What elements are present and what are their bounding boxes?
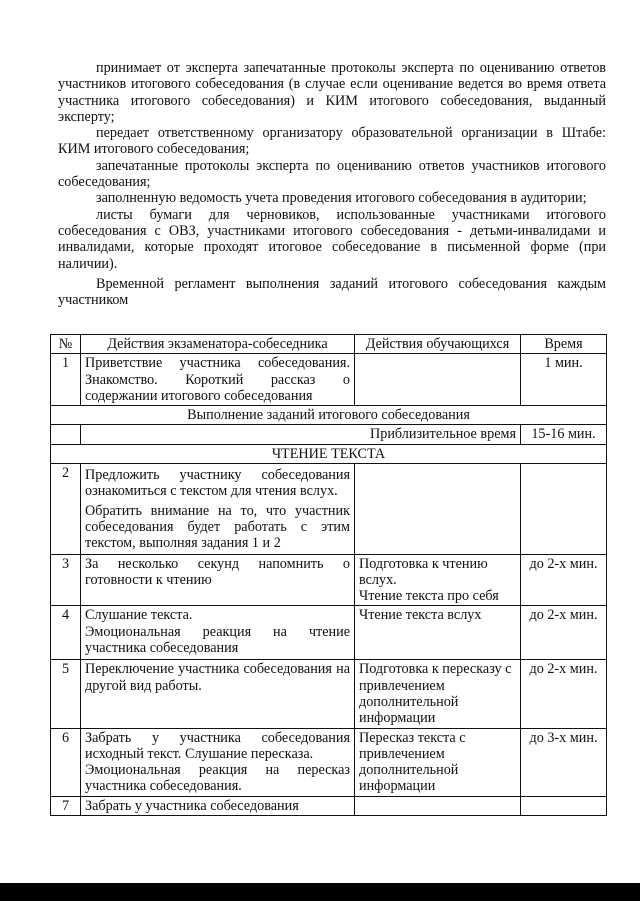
row-num: 1	[51, 354, 81, 406]
paragraph-2: передает ответственному организатору образовательной организации в Штабе: КИМ итогового собеседования;	[58, 125, 606, 158]
student-action	[355, 796, 521, 815]
examiner-action-line: Предложить участнику собеседования ознакомиться с текстом для чтения вслух.	[85, 467, 350, 500]
examiner-action	[81, 606, 355, 660]
row-num: 4	[51, 606, 81, 660]
reading-title: ЧТЕНИЕ ТЕКСТА	[51, 444, 607, 463]
paragraph-4: заполненную ведомость учета проведения итогового собеседования в аудитории;	[96, 190, 587, 207]
student-action: Чтение текста вслух	[355, 606, 521, 660]
paragraph-6: Временной регламент выполнения заданий итогового собеседования каждым участником	[58, 275, 606, 309]
header-student: Действия обучающихся	[355, 335, 521, 354]
time-cell	[521, 464, 607, 554]
body-text	[58, 60, 606, 308]
time-cell: до 2-х мин.	[521, 554, 607, 606]
row-num: 2	[51, 464, 81, 554]
table-row	[51, 554, 607, 606]
student-action: Пересказ текста с привлечением дополнительной информации	[355, 728, 521, 796]
approx-time-label: Приблизительное время	[81, 425, 521, 444]
examiner-action: Забрать у участника собеседования	[81, 796, 355, 815]
examiner-action	[81, 728, 355, 796]
table-row	[51, 354, 607, 406]
section-title: Выполнение заданий итогового собеседования	[51, 406, 607, 425]
examiner-action-line: Эмоциональная реакция на пересказ участника собеседования.	[85, 762, 350, 795]
header-time: Время	[521, 335, 607, 354]
scan-edge-bar	[0, 883, 640, 901]
student-action-line: Чтение текста про себя	[359, 588, 499, 605]
row-num: 3	[51, 554, 81, 606]
examiner-action	[81, 464, 355, 554]
paragraph-3: запечатанные протоколы эксперта по оцениванию ответов участников итогового собеседования;	[58, 157, 606, 191]
examiner-action-line: Забрать у участника собеседования исходный текст. Слушание пересказа.	[85, 729, 350, 762]
row-num: 5	[51, 660, 81, 728]
student-action: Подготовка к пересказу с привлечением дополнительной информации	[355, 660, 521, 728]
time-cell: до 3-х мин.	[521, 728, 607, 796]
empty-cell	[51, 425, 81, 444]
examiner-action: За несколько секунд напомнить о готовности к чтению	[81, 554, 355, 606]
time-cell: до 2-х мин.	[521, 606, 607, 660]
paragraph-5: листы бумаги для черновиков, использованные участниками итогового собеседования с ОВЗ, участниками итогового собеседования - детьми-инвалидами и инвалидами, которые проходят итоговое собеседование в письменной форме (при наличии).	[58, 206, 606, 272]
student-action	[355, 464, 521, 554]
table-row	[51, 728, 607, 796]
schedule-table	[50, 334, 607, 816]
table-header-row	[51, 335, 607, 354]
paragraph-1: принимает от эксперта запечатанные протоколы эксперта по оцениванию ответов участников итогового собеседования (в случае если оценивание ведется во время ответа участника итогового собеседования) и КИМ итогового собеседования, выданный эксперту;	[58, 60, 606, 125]
time-cell	[521, 796, 607, 815]
table-row	[51, 606, 607, 660]
student-action	[355, 354, 521, 406]
examiner-action: Приветствие участника собеседования. Знакомство. Короткий рассказ о содержании итогового собеседования	[81, 354, 355, 406]
table-row	[51, 796, 607, 815]
row-num: 7	[51, 796, 81, 815]
table-row	[51, 660, 607, 728]
table-row	[51, 464, 607, 554]
examiner-action-line: Эмоциональная реакция на чтение участника собеседования	[85, 623, 350, 657]
reading-title-row	[51, 444, 607, 463]
row-num: 6	[51, 728, 81, 796]
time-cell: до 2-х мин.	[521, 660, 607, 728]
examiner-action-line: Обратить внимание на то, что участник собеседования будет работать с этим текстом, выполняя задания 1 и 2	[85, 502, 350, 552]
section-row	[51, 406, 607, 425]
header-examiner: Действия экзаменатора-собеседника	[81, 335, 355, 354]
header-num: №	[51, 335, 81, 354]
student-action-line: Подготовка к чтению вслух.	[359, 555, 488, 588]
examiner-action: Переключение участника собеседования на другой вид работы.	[81, 660, 355, 728]
approx-time-value: 15-16 мин.	[521, 425, 607, 444]
examiner-action-line: Слушание текста.	[85, 607, 193, 624]
approx-time-row	[51, 425, 607, 444]
time-cell: 1 мин.	[521, 354, 607, 406]
student-action	[355, 554, 521, 606]
